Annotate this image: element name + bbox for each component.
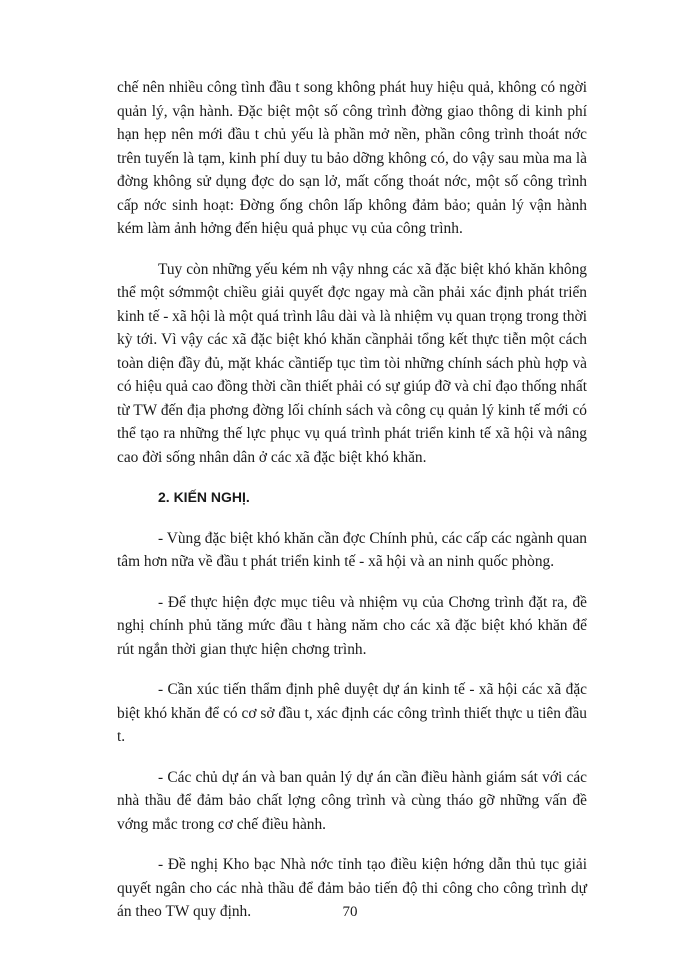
- recommendation-item: - Các chủ dự án và ban quản lý dự án cần điều hành giám sát với các nhà thầu để đảm bảo chất lợng công trình và cùng tháo gỡ những vấn đề vớng mắc trong cơ chế điều hành.: [117, 768, 587, 833]
- body-text: [117, 76, 587, 924]
- recommendation-item: - Đề nghị Kho bạc Nhà nớc tỉnh tạo điều kiện hớng dẫn thủ tục giải quyết ngân cho các nhà thầu để đảm bảo tiến độ thi công cho công trình dự án theo TW quy định.: [117, 856, 587, 920]
- paragraph-continuation: chế nên nhiều công tình đầu t song không phát huy hiệu quả, không có ngời quản lý, vận hành. Đặc biệt một số công trình đờng giao thông di kinh phí hạn hẹp nên mới đầu t chủ yếu là phần mở nền, phần công trình thoát nớc trên tuyến là tạm, kinh phí duy tu bảo dỡng không có, do vậy sau mùa ma là đờng không sử dụng đợc do sạn lở, mất cống thoát nớc, một số công trình cấp nớc sinh hoạt: Đờng ống chôn lấp không đảm bảo; quản lý vận hành kém làm ảnh hởng đến hiệu quả phục vụ của công trình.: [117, 79, 587, 237]
- recommendation-item: - Để thực hiện đợc mục tiêu và nhiệm vụ của Chơng trình đặt ra, đề nghị chính phủ tăng mức đầu t hàng năm cho các xã đặc biệt khó khăn để rút ngắn thời gian thực hiện chơng trình.: [117, 593, 587, 658]
- recommendation-item: - Vùng đặc biệt khó khăn cần đợc Chính phủ, các cấp các ngành quan tâm hơn nữa về đầu t phát triển kinh tế - xã hội và an ninh quốc phòng.: [117, 529, 587, 570]
- recommendation-item: - Cần xúc tiến thẩm định phê duyệt dự án kinh tế - xã hội các xã đặc biệt khó khăn để có cơ sở đầu t, xác định các công trình thiết thực u tiên đầu t.: [117, 681, 587, 745]
- section-heading: 2. KIẾN NGHỊ.: [158, 489, 250, 505]
- paragraph-weaknesses: Tuy còn những yếu kém nh vậy nhng các xã đặc biệt khó khăn không thể một sớmmột chiều giải quyết đợc ngay mà cần phải xác định phát triển kinh tế - xã hội là một quá trình lâu dài và là nhiệm vụ quan trọng trong thời kỳ tới. Vì vậy các xã đặc biệt khó khăn cầnphải tổng kết thực tiễn một cách toàn diện đầy đủ, mặt khác cầntiếp tục tìm tòi những chính sách phù hợp và có hiệu quả cao đồng thời cần thiết phải có sự giúp đỡ và chỉ đạo thống nhất từ TW đến địa phơng đờng lối chính sách và công cụ quản lý kinh tế mới có thể tạo ra những thế lực phục vụ quá trình phát triển kinh tế xã hội và nâng cao đời sống nhân dân ở các xã đặc biệt khó khăn.: [117, 260, 587, 466]
- page-number: 70: [342, 904, 358, 920]
